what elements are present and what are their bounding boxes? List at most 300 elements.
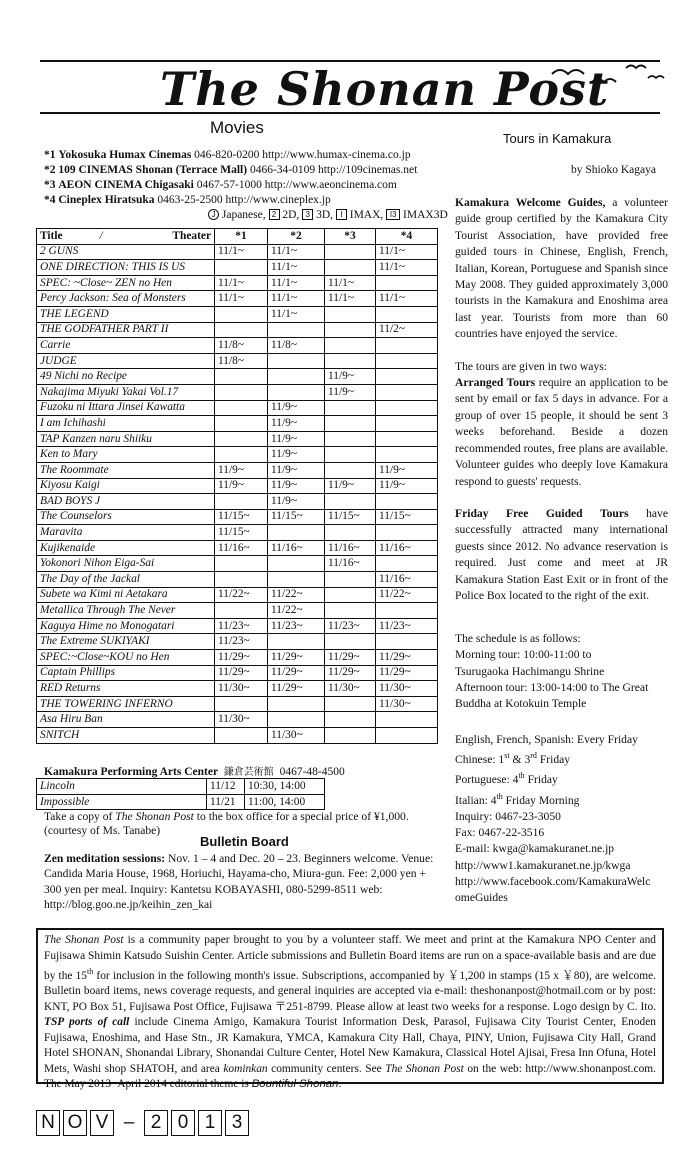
showing-cinema-2: 11/22~ (268, 587, 325, 603)
cinema-num: *4 (44, 194, 56, 206)
kpac-title: Impossible (37, 794, 207, 810)
movie-title: JUDGE (37, 353, 215, 369)
showing-cinema-2 (268, 634, 325, 650)
showing-cinema-4: 11/9~ (376, 478, 438, 494)
date-box: 2 (144, 1110, 168, 1136)
masthead-title: The Shonan Post (160, 62, 610, 116)
cinema-name: Cineplex Hiratsuka (58, 194, 155, 206)
t: Friday (536, 753, 571, 767)
format-legend (208, 209, 448, 221)
showing-cinema-4 (376, 447, 438, 463)
showing-cinema-4: 11/23~ (376, 618, 438, 634)
about-text: on the web: http://www.shonanpost.com. The May 2013~April 2014 editorial theme is (44, 1062, 656, 1091)
cinema-4 (44, 194, 331, 206)
showing-cinema-3 (325, 494, 376, 510)
movie-title: Percy Jackson: Sea of Monsters (37, 291, 215, 307)
table-row (37, 447, 438, 463)
showing-cinema-4 (376, 494, 438, 510)
t: Portuguese: 4 (455, 773, 519, 787)
showing-cinema-3 (325, 338, 376, 354)
table-row (37, 353, 438, 369)
showing-cinema-2 (268, 369, 325, 385)
about-text: . (338, 1078, 342, 1091)
showing-cinema-3: 11/1~ (325, 275, 376, 291)
table-row (37, 416, 438, 432)
showing-cinema-4 (376, 525, 438, 541)
paragraph-text: require an application to be sent by email or fax 5 days in advance. For a group of over 15 people, it should be sent 3 weeks beforehand. Beside a dozen recommended routes, free plans are available. Volunteer guides who deeply love Kamakura respond to guests' requests. (455, 376, 669, 488)
showing-cinema-1 (215, 728, 268, 744)
showing-cinema-2 (268, 384, 325, 400)
paragraph (455, 506, 668, 604)
movie-title: The Extreme SUKIYAKI (37, 634, 215, 650)
movies-heading: Movies (210, 118, 264, 137)
bold-lead: Arranged Tours (455, 376, 536, 390)
showing-cinema-3 (325, 400, 376, 416)
schedule-block (455, 631, 685, 712)
date-box: O (63, 1110, 87, 1136)
showing-cinema-1: 11/8~ (215, 338, 268, 354)
movie-title: THE GODFATHER PART II (37, 322, 215, 338)
paper-name: The Shonan Post (385, 1062, 464, 1075)
language-schedule (455, 732, 685, 907)
header-slash: / (99, 229, 103, 242)
showing-cinema-2: 11/9~ (268, 494, 325, 510)
showing-cinema-3: 11/30~ (325, 681, 376, 697)
header-title: Title (40, 229, 63, 242)
sup: st (504, 751, 510, 761)
kpac-name: Kamakura Performing Arts Center (44, 766, 219, 778)
kpac-phone: 0467-48-4500 (279, 766, 345, 778)
date-box: V (90, 1110, 114, 1136)
showing-cinema-4: 11/30~ (376, 681, 438, 697)
showing-cinema-1 (215, 384, 268, 400)
showing-cinema-1: 11/23~ (215, 634, 268, 650)
movie-title: Ken to Mary (37, 447, 215, 463)
movie-title: The Roommate (37, 462, 215, 478)
table-row (37, 525, 438, 541)
showing-cinema-3 (325, 634, 376, 650)
header-theater: Theater (172, 229, 211, 242)
table-row (37, 634, 438, 650)
table-row (37, 572, 438, 588)
schedule-line: Buddha at Kotokuin Temple (455, 697, 587, 711)
note-text: Take a copy of (44, 810, 116, 823)
paragraph: The tours are given in two ways: (455, 359, 607, 373)
showing-cinema-3 (325, 525, 376, 541)
movie-title: The Counselors (37, 509, 215, 525)
showing-cinema-4 (376, 416, 438, 432)
showing-cinema-3 (325, 306, 376, 322)
showing-cinema-3: 11/29~ (325, 650, 376, 666)
date-box: 3 (225, 1110, 249, 1136)
showing-cinema-4 (376, 603, 438, 619)
lang-line (455, 748, 685, 768)
kpac-jp-name: 鎌倉芸術館 (223, 767, 274, 778)
table-row (37, 291, 438, 307)
about-text: for inclusion in the following month's issue. Subscriptions, accompanied by ￥1,200 in stamps (15 x ￥80), are welcome. Bulletin board items, news coverage requests, and general inquiries are accepted via e-mail: theshonanpost@hotmail.com or by post: KNT, PO Box 51, Fujisawa Post Office, Fujisawa 〒251-8799. Please allow at least two weeks for a response. Logo design by C. Ito. (44, 969, 656, 1013)
showing-cinema-1: 11/29~ (215, 665, 268, 681)
table-row (37, 400, 438, 416)
showing-cinema-3 (325, 260, 376, 276)
showing-cinema-1: 11/30~ (215, 712, 268, 728)
t: & 3 (509, 753, 531, 767)
header-cinema-3: *3 (325, 229, 376, 245)
kpac-time: 11:00, 14:00 (245, 794, 325, 810)
about-box (36, 928, 664, 1091)
showing-cinema-2: 11/1~ (268, 291, 325, 307)
showing-cinema-1: 11/29~ (215, 650, 268, 666)
kpac-time: 10:30, 14:00 (245, 779, 325, 795)
showing-cinema-1: 11/1~ (215, 291, 268, 307)
showing-cinema-3 (325, 447, 376, 463)
showing-cinema-4 (376, 400, 438, 416)
showing-cinema-4: 11/22~ (376, 587, 438, 603)
header-cinema-4: *4 (376, 229, 438, 245)
legend-japanese: Japanese, (221, 209, 266, 221)
table-row (37, 462, 438, 478)
showing-cinema-4: 11/15~ (376, 509, 438, 525)
schedule-line: The schedule is as follows: (455, 632, 581, 645)
table-row (37, 369, 438, 385)
showing-cinema-2 (268, 556, 325, 572)
showing-cinema-1: 11/22~ (215, 587, 268, 603)
showing-cinema-2: 11/9~ (268, 447, 325, 463)
showing-cinema-3: 11/1~ (325, 291, 376, 307)
showing-cinema-1: 11/1~ (215, 244, 268, 260)
showing-cinema-3: 11/23~ (325, 618, 376, 634)
2d-badge-icon: 2 (269, 209, 280, 220)
showing-cinema-2 (268, 712, 325, 728)
showing-cinema-4 (376, 384, 438, 400)
showing-cinema-1 (215, 416, 268, 432)
cinema-name: Yokosuka Humax Cinemas (58, 149, 192, 161)
table-row (37, 275, 438, 291)
showing-cinema-1 (215, 306, 268, 322)
table-row (37, 603, 438, 619)
paper-name: The Shonan Post (44, 934, 124, 946)
showing-cinema-4: 11/1~ (376, 260, 438, 276)
showing-cinema-2: 11/1~ (268, 275, 325, 291)
showing-cinema-1 (215, 494, 268, 510)
sup: rd (530, 751, 537, 761)
showing-cinema-2: 11/22~ (268, 603, 325, 619)
table-row (37, 509, 438, 525)
showing-cinema-2: 11/15~ (268, 509, 325, 525)
showing-cinema-4: 11/29~ (376, 665, 438, 681)
contact-line: Fax: 0467-22-3516 (455, 826, 545, 840)
movie-title: Yokonori Nihon Eiga-Sai (37, 556, 215, 572)
showing-cinema-4: 11/30~ (376, 696, 438, 712)
showing-cinema-2 (268, 322, 325, 338)
cinema-info: 046-820-0200 http://www.humax-cinema.co.jp (194, 149, 411, 161)
showing-cinema-1: 11/1~ (215, 275, 268, 291)
movie-title: Metallica Through The Never (37, 603, 215, 619)
movie-title: 49 Nichi no Recipe (37, 369, 215, 385)
contact-line: Inquiry: 0467-23-3050 (455, 809, 561, 823)
showing-cinema-2: 11/29~ (268, 681, 325, 697)
kpac-title: Lincoln (37, 779, 207, 795)
showing-cinema-2: 11/1~ (268, 244, 325, 260)
showing-cinema-3: 11/16~ (325, 540, 376, 556)
date-box: 1 (198, 1110, 222, 1136)
showing-cinema-3 (325, 728, 376, 744)
movie-title: Maravita (37, 525, 215, 541)
movie-title: Subete wa Kimi ni Aetakara (37, 587, 215, 603)
showing-cinema-4 (376, 306, 438, 322)
table-header-row (37, 229, 438, 245)
showing-cinema-2: 11/29~ (268, 650, 325, 666)
table-row (37, 431, 438, 447)
cinema-name: AEON CINEMA Chigasaki (58, 179, 194, 191)
kpac-heading (44, 763, 345, 778)
movie-title: BAD BOYS J (37, 494, 215, 510)
t: Chinese: 1 (455, 753, 505, 767)
showing-cinema-3 (325, 572, 376, 588)
movie-title: Kaguya Hime no Monogatari (37, 618, 215, 634)
movie-schedule-table (36, 228, 438, 744)
movie-title: Fuzoku ni Ittara Jinsei Kawatta (37, 400, 215, 416)
facebook-link[interactable]: http://www.facebook.com/KamakuraWelc (455, 874, 651, 888)
lang-line (455, 789, 685, 809)
japanese-badge-icon: J (208, 209, 219, 220)
showing-cinema-2: 11/30~ (268, 728, 325, 744)
showing-cinema-3 (325, 712, 376, 728)
movie-rows (37, 244, 438, 743)
showing-cinema-3: 11/16~ (325, 556, 376, 572)
showing-cinema-2 (268, 572, 325, 588)
paragraph-text: a volunteer guide group certified by the Kamakura City Tourist Association, have provided free guided tours in Chinese, English, French, Italian, Korean, Portuguese and Spanish since May 2008. They guided approximately 3,000 tourists in the Kamakura and Enoshima area last year. Tourists from more than 60 countries have enjoyed the service. (455, 196, 668, 341)
kpac-date: 11/21 (207, 794, 245, 810)
imax3d-badge-icon: I3 (386, 209, 400, 220)
showing-cinema-1: 11/30~ (215, 681, 268, 697)
movie-title: Asa Hiru Ban (37, 712, 215, 728)
showing-cinema-1 (215, 260, 268, 276)
showing-cinema-3: 11/15~ (325, 509, 376, 525)
legend-2d: 2D, (282, 209, 300, 221)
movie-title: 2 GUNS (37, 244, 215, 260)
showing-cinema-2: 11/1~ (268, 306, 325, 322)
table-row (37, 322, 438, 338)
cinema-num: *2 (44, 164, 56, 176)
header-cinema-2: *2 (268, 229, 325, 245)
email-link[interactable]: E-mail: kwga@kamakuranet.ne.jp (455, 842, 615, 856)
3d-badge-icon: 3 (302, 209, 313, 220)
showing-cinema-4 (376, 338, 438, 354)
showing-cinema-3 (325, 416, 376, 432)
table-row (37, 260, 438, 276)
movie-title: ONE DIRECTION: THIS IS US (37, 260, 215, 276)
table-row (37, 728, 438, 744)
lang-line: English, French, Spanish: Every Friday (455, 733, 638, 746)
ports-label: TSP ports of call (44, 1016, 130, 1029)
about-text: community centers. See (267, 1062, 386, 1075)
movie-title: The Day of the Jackal (37, 572, 215, 588)
table-row (37, 665, 438, 681)
kominkan: kominkan (223, 1062, 268, 1075)
table-row (37, 306, 438, 322)
showing-cinema-4: 11/29~ (376, 650, 438, 666)
t: Friday Morning (502, 793, 580, 807)
showing-cinema-1 (215, 400, 268, 416)
schedule-line: Tsurugaoka Hachimangu Shrine (455, 664, 605, 678)
showing-cinema-3: 11/9~ (325, 369, 376, 385)
showing-cinema-1 (215, 447, 268, 463)
showing-cinema-4: 11/16~ (376, 540, 438, 556)
website-link[interactable]: http://www1.kamakuranet.ne.jp/kwga (455, 858, 631, 872)
zen-notice (44, 851, 444, 912)
showing-cinema-4: 11/2~ (376, 322, 438, 338)
movie-title: SPEC:~Close~KOU no Hen (37, 650, 215, 666)
cinema-num: *1 (44, 149, 56, 161)
showing-cinema-1 (215, 322, 268, 338)
table-row (37, 650, 438, 666)
legend-imax: IMAX, (349, 209, 384, 221)
showing-cinema-2: 11/9~ (268, 462, 325, 478)
t: Italian: 4 (455, 793, 497, 807)
bold-lead: Kamakura Welcome Guides, (455, 196, 606, 209)
showing-cinema-1 (215, 603, 268, 619)
showing-cinema-2: 11/23~ (268, 618, 325, 634)
about-text: is a community paper brought to you by a volunteer staff. We meet and print at the Kamakura NPO Center and Fujisawa Shimin Katsudo Suishin Center. Article submissions and Bulletin Board items are run on a space-available basis and are due by the 15 (44, 934, 656, 982)
byline: by Shioko Kagaya (571, 164, 656, 176)
movie-title: Kujikenaide (37, 540, 215, 556)
showing-cinema-4: 11/1~ (376, 244, 438, 260)
showing-cinema-2: 11/9~ (268, 416, 325, 432)
table-row (37, 712, 438, 728)
showing-cinema-1 (215, 431, 268, 447)
t: Friday (524, 773, 558, 787)
imax-badge-icon: I (336, 209, 347, 220)
showing-cinema-3: 11/9~ (325, 384, 376, 400)
cinema-info: 0463-25-2500 http://www.cineplex.jp (157, 194, 331, 206)
date-box: 0 (171, 1110, 195, 1136)
showing-cinema-4 (376, 634, 438, 650)
movie-title: SNITCH (37, 728, 215, 744)
movie-title: Kiyosu Kaigi (37, 478, 215, 494)
paragraph (455, 375, 668, 490)
movie-title: I am Ichihashi (37, 416, 215, 432)
cinema-info: 0466-34-0109 http://109cinemas.net (249, 164, 418, 176)
table-row (37, 384, 438, 400)
movie-title: RED Returns (37, 681, 215, 697)
table-row (37, 556, 438, 572)
showing-cinema-3: 11/9~ (325, 478, 376, 494)
date-box: N (36, 1110, 60, 1136)
cinema-info: 0467-57-1000 http://www.aeoncinema.com (196, 179, 397, 191)
showing-cinema-4: 11/9~ (376, 462, 438, 478)
table-row (37, 478, 438, 494)
showing-cinema-1: 11/9~ (215, 462, 268, 478)
tours-heading: Tours in Kamakura (503, 131, 612, 146)
showing-cinema-2: 11/1~ (268, 260, 325, 276)
showing-cinema-1: 11/8~ (215, 353, 268, 369)
showing-cinema-1: 11/16~ (215, 540, 268, 556)
showing-cinema-4 (376, 728, 438, 744)
kpac-date: 11/12 (207, 779, 245, 795)
cinema-2 (44, 164, 417, 176)
lang-line (455, 768, 685, 788)
table-row (37, 681, 438, 697)
showing-cinema-1 (215, 572, 268, 588)
bold-lead: Friday Free Guided Tours (455, 506, 629, 520)
showing-cinema-4 (376, 369, 438, 385)
showing-cinema-1: 11/15~ (215, 509, 268, 525)
showing-cinema-2: 11/16~ (268, 540, 325, 556)
showing-cinema-2: 11/8~ (268, 338, 325, 354)
showing-cinema-3 (325, 462, 376, 478)
cinema-1 (44, 149, 411, 161)
movie-title: Captain Phillips (37, 665, 215, 681)
issue-date (36, 1110, 252, 1136)
legend-3d: 3D, (316, 209, 333, 221)
showing-cinema-1 (215, 556, 268, 572)
legend-imax3d: IMAX3D (403, 209, 448, 221)
schedule-line: Morning tour: 10:00-11:00 to (455, 648, 592, 662)
showing-cinema-3 (325, 353, 376, 369)
table-row (37, 494, 438, 510)
showing-cinema-2: 11/9~ (268, 431, 325, 447)
paper-name: The Shonan Post (115, 810, 194, 823)
showing-cinema-4: 11/16~ (376, 572, 438, 588)
movie-title: Nakajima Miyuki Yakai Vol.17 (37, 384, 215, 400)
showing-cinema-1: 11/23~ (215, 618, 268, 634)
showing-cinema-3 (325, 603, 376, 619)
showing-cinema-1: 11/15~ (215, 525, 268, 541)
facebook-link-cont[interactable]: omeGuides (455, 891, 508, 905)
table-row (37, 587, 438, 603)
cinema-name: 109 CINEMAS Shonan (Terrace Mall) (58, 164, 248, 176)
showing-cinema-2: 11/9~ (268, 478, 325, 494)
header-title-theater (37, 229, 215, 245)
showing-cinema-1 (215, 696, 268, 712)
header-cinema-1: *1 (215, 229, 268, 245)
showing-cinema-3 (325, 696, 376, 712)
showing-cinema-4: 11/1~ (376, 291, 438, 307)
showing-cinema-4 (376, 275, 438, 291)
showing-cinema-1: 11/9~ (215, 478, 268, 494)
showing-cinema-1 (215, 369, 268, 385)
table-row (37, 540, 438, 556)
table-row (37, 779, 325, 795)
schedule-line: Afternoon tour: 13:00-14:00 to The Great (455, 680, 649, 694)
masthead-bottom-rule (40, 112, 660, 114)
movie-title: SPEC: ~Close~ ZEN no Hen (37, 275, 215, 291)
showing-cinema-4 (376, 712, 438, 728)
showing-cinema-2 (268, 353, 325, 369)
cinema-3 (44, 179, 397, 191)
paragraph-text: have successfully attracted many international guests since 2012. No advance reservation is required. Just come and meet at JR Kamakura Station East Exit or in front of the Police Box located to the right of the exit. (455, 506, 668, 602)
sup: th (496, 791, 503, 801)
bulletin-heading: Bulletin Board (200, 834, 289, 849)
showing-cinema-2 (268, 525, 325, 541)
movie-title: THE TOWERING INFERNO (37, 696, 215, 712)
movie-title: TAP Kanzen naru Shiiku (37, 431, 215, 447)
seagulls-graphic (548, 56, 668, 96)
table-row (37, 338, 438, 354)
sup: th (87, 967, 94, 976)
date-dash: – (123, 1112, 135, 1133)
showing-cinema-3 (325, 244, 376, 260)
editorial-theme: Bountiful Shonan (251, 1078, 339, 1091)
table-row (37, 244, 438, 260)
table-row (37, 794, 325, 810)
about-text: include Cinema Amigo, Kamakura Tourist Information Desk, Parasol, Fujisawa City Tourist Center, Enoden Fujisawa, Enoshima, and Hase Stn., JR Kamakura, YMCA, Kamakura City Hall, Chaya, PINY, Union, Fujisawa City Hall, Grand Hotel SHONAN, Shonandai Library, Shonandai Culture Center, Hotel New Kamakura, Classical Hotel Ajisai, Fresa Inn Ofuna, Hotel Mets, Washi shop SHATOH, and area (44, 1016, 656, 1075)
showing-cinema-3 (325, 322, 376, 338)
movie-title: THE LEGEND (37, 306, 215, 322)
table-row (37, 696, 438, 712)
showing-cinema-4 (376, 431, 438, 447)
tours-article (455, 195, 668, 604)
